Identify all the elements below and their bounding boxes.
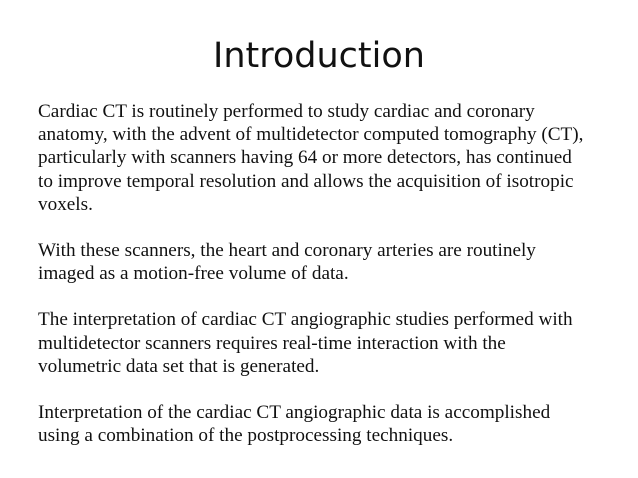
slide-title: Introduction	[213, 36, 425, 76]
slide-body	[38, 100, 628, 470]
paragraph-1: Cardiac CT is routinely performed to study cardiac and coronary anatomy, with the advent of multidetector computed tomography (CT), particularly with scanners having 64 or more detectors, has continued to improve temporal resolution and allows the acquisition of isotropic voxels.	[38, 101, 584, 215]
paragraph-2: With these scanners, the heart and coronary arteries are routinely imaged as a motion-free volume of data.	[38, 240, 536, 285]
paragraph-4: Interpretation of the cardiac CT angiographic data is accomplished using a combination of the postprocessing techniques.	[38, 402, 551, 447]
paragraph-3: The interpretation of cardiac CT angiographic studies performed with multidetector scanners requires real-time interaction with the volumetric data set that is generated.	[38, 309, 573, 377]
